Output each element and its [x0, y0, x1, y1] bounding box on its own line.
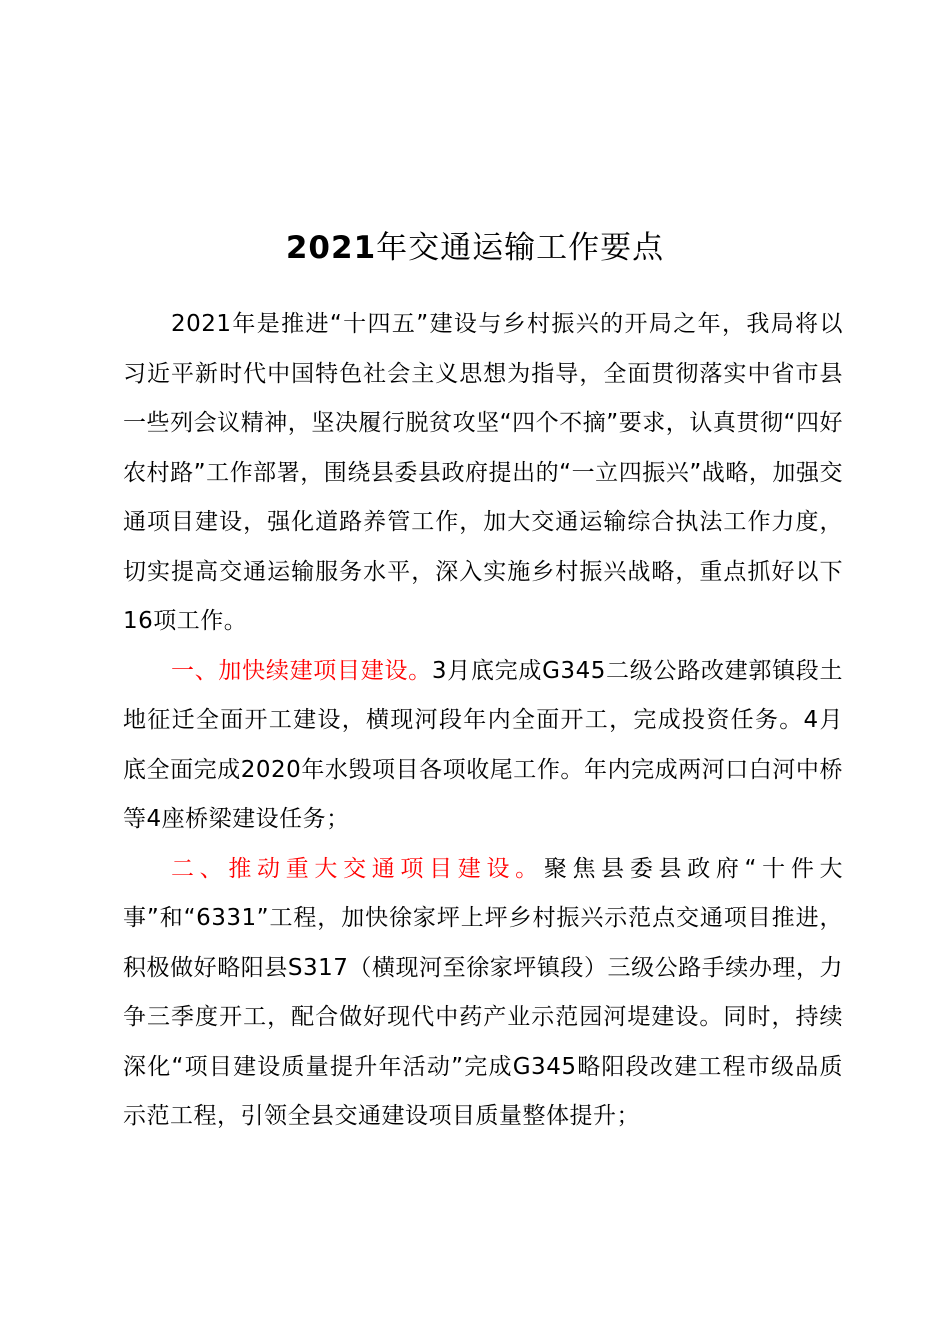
- intro-paragraph: 2021年是推进“十四五”建设与乡村振兴的开局之年，我局将以习近平新时代中国特色社会主义思想为指导，全面贯彻落实中省市县一些列会议精神，坚决履行脱贫攻坚“四个不摘”要求，认真贯彻“四好农村路”工作部署，围绕县委县政府提出的“一立四振兴”战略，加强交通项目建设，强化道路养管工作，加大交通运输综合执法工作力度，切实提高交通运输服务水平，深入实施乡村振兴战略，重点抓好以下16项工作。: [123, 311, 843, 634]
- title-year: 2021: [285, 230, 377, 266]
- item-text-2: 聚焦县委县政府“十件大事”和“6331”工程，加快徐家坪上坪乡村振兴示范点交通项目推进，积极做好略阳县S317（横现河至徐家坪镇段）三级公路手续办理，力争三季度开工，配合做好现代中药产业示范园河堤建设。同时，持续深化“项目建设质量提升年活动”完成G345略阳段改建工程市级品质示范工程，引领全县交通建设项目质量整体提升；: [123, 855, 844, 1129]
- item-paragraph-1: [123, 647, 843, 845]
- item-heading-1: 一、加快续建项目建设。: [171, 657, 432, 684]
- title-text: 年交通运输工作要点: [376, 230, 665, 266]
- item-text-1: 3月底完成G345二级公路改建郭镇段土地征迁全面开工建设，横现河段年内全面开工，完成投资任务。4月底全面完成2020年水毁项目各项收尾工作。年内完成两河口白河中桥等4座桥梁建设任务；: [123, 657, 844, 832]
- document-title: [0, 228, 950, 268]
- item-heading-2: 二、推动重大交通项目建设。: [171, 855, 544, 882]
- document-body: [123, 300, 843, 1142]
- item-paragraph-2: [123, 845, 843, 1142]
